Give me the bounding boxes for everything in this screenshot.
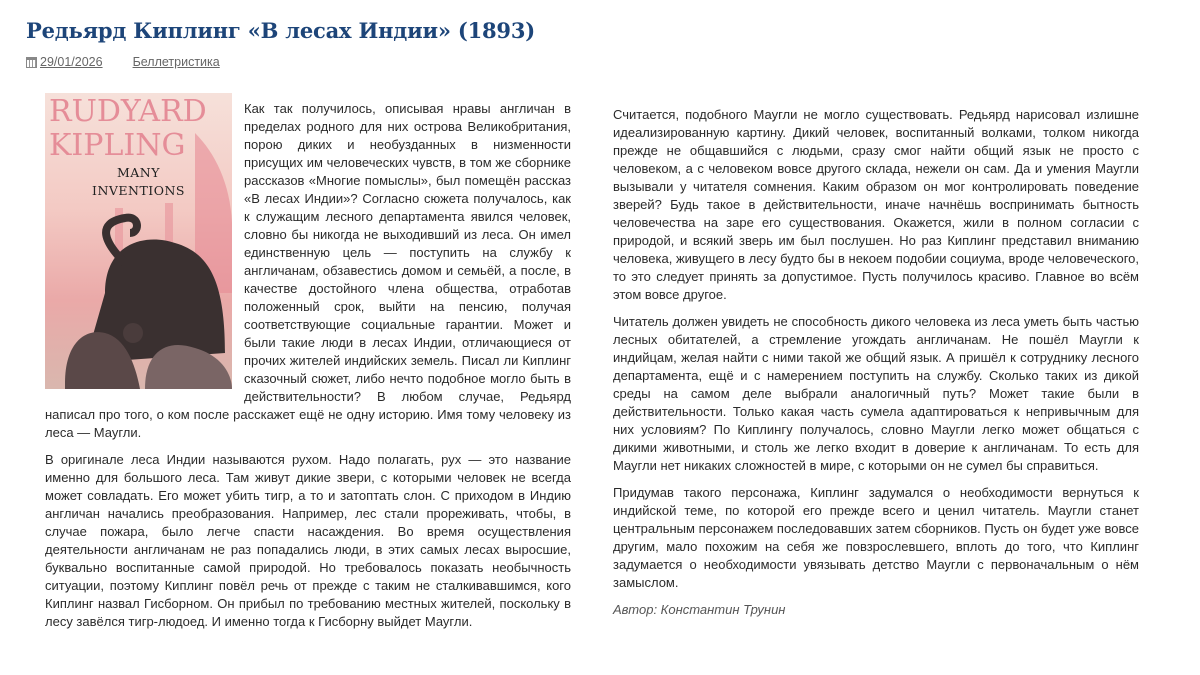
article-title: Редьярд Киплинг «В лесах Индии» (1893) — [26, 18, 535, 43]
cover-title-line: INVENTIONS — [92, 183, 185, 198]
cover-author-line: RUDYARD — [49, 94, 207, 129]
cover-book-title — [45, 164, 232, 200]
article-meta — [26, 55, 220, 69]
cover-author — [49, 95, 207, 163]
book-cover-image — [45, 93, 232, 389]
left-column — [45, 94, 571, 640]
paragraph: Считается, подобного Маугли не могло существовать. Редьярд нарисовал излишне идеализированную картину. Дикий человек, воспитанный волками, толком никогда прежде не общавшийся с людьми, сразу смог найти общий язык не просто с человеком, а с человеком вовсе другого склада, нежели он сам. Да и умения Маугли вызывали у читателя сомнения. Каким образом он мог контролировать поведение зверей? Будь такое в действительности, иначе начнёшь воспринимать бытность человечества на заре его существования. Окажется, жили в полном согласии с природой, и всякий зверь им был послушен. Но раз Киплинг представил вниманию человека, живущего в лесу будто бы в некоем подобии социума, вроде человеческого, то это следует принять за допустимое. Пусть получилось красиво. Главное во всём этом вовсе другое. — [613, 107, 1139, 302]
category-link[interactable]: Беллетристика — [132, 55, 220, 69]
right-column — [613, 106, 1139, 628]
paragraph: В оригинале леса Индии называются рухом. Надо полагать, рух — это название именно для большого леса. Там живут дикие звери, с которыми человек не всегда может совладать. Его может убить тигр, а то и затоптать слон. С приходом в Индию англичан начались преобразования. Например, лес стали прореживать, чтобы, в случае пожара, было легче спасти насаждения. Во время осуществления деятельности англичанам не раз попадались люди, в этих самых лесах выросшие, буквально воспитанные самой природой. Но требовалось показать необычность ситуации, поэтому Киплинг повёл речь от прежде с таким не сталкивавшимся, кого Киплинг назвал Гисборном. Он прибыл по требованию местных жителей, поскольку в лесу завёлся тигр-людоед. И именно тогда к Гисборну выйдет Маугли. — [45, 452, 571, 629]
calendar-icon — [26, 57, 37, 68]
cover-title-line: MANY — [116, 165, 160, 180]
author-credit: Автор: Константин Трунин — [613, 602, 786, 617]
paragraph: Читатель должен увидеть не способность дикого человека из леса уметь быть частью лесных обитателей, а стремление угождать англичанам. Не пошёл Маугли к индийцам, желая найти с ними такой же общий язык. А пришёл к сотруднику лесного департамента, ещё и с намерением поступить на службу. Сколько таких из дикой среды на самом деле выбрали аналогичный путь? Может такие были в действительности. Только какая часть сумела адаптироваться к непривычным для них условиям? По Киплингу получалось, словно Маугли легко может общаться с дикими животными, и столь же легко входит в доверие к англичанам. То есть для Маугли нет никаких сложностей в мире, с которыми он не сумел бы справиться. — [613, 314, 1139, 473]
date-link[interactable]: 29/01/2026 — [40, 55, 103, 69]
cover-author-line: KIPLING — [49, 128, 186, 163]
paragraph: Придумав такого персонажа, Киплинг задумался о необходимости вернуться к индийской теме, по которой его прежде всего и ценил читатель. Маугли станет центральным персонажем последовавших затем сборников. Пусть он будет уже вовсе другим, мало похожим на себя же повзрослевшего, вплоть до того, что Киплинг задумается о необходимости увязывать детство Маугли с первоначальным о нём замыслом. — [613, 485, 1139, 590]
paragraph: Как так получилось, описывая нравы англичан в пределах родного для них острова Великобритания, порою диких и необузданных в низменности присущих им человеческих чувств, в том же сборнике рассказов «Многие помыслы», был помещён рассказ «В лесах Индии»? Согласно сюжета получалось, как к служащим лесного департамента явился человек, словно бы никогда не выходивший из леса. Он имел единственную цель — поступить на службу к англичанам, обзавестись домом и семьёй, а после, в качестве достойного члена общества, отработав положенный срок, выйти на пенсию, получая соответствующие социальные гарантии. Может и были такие люди в лесах Индии, отличающиеся от прочих жителей индийских земель. Писал ли Киплинг сказочный сюжет, либо нечто подобное могло быть в действительности? В любом случае, Редьярд написал про того, о ком после расскажет ещё не одну историю. Имя тому человеку из леса — Маугли. — [45, 101, 571, 440]
